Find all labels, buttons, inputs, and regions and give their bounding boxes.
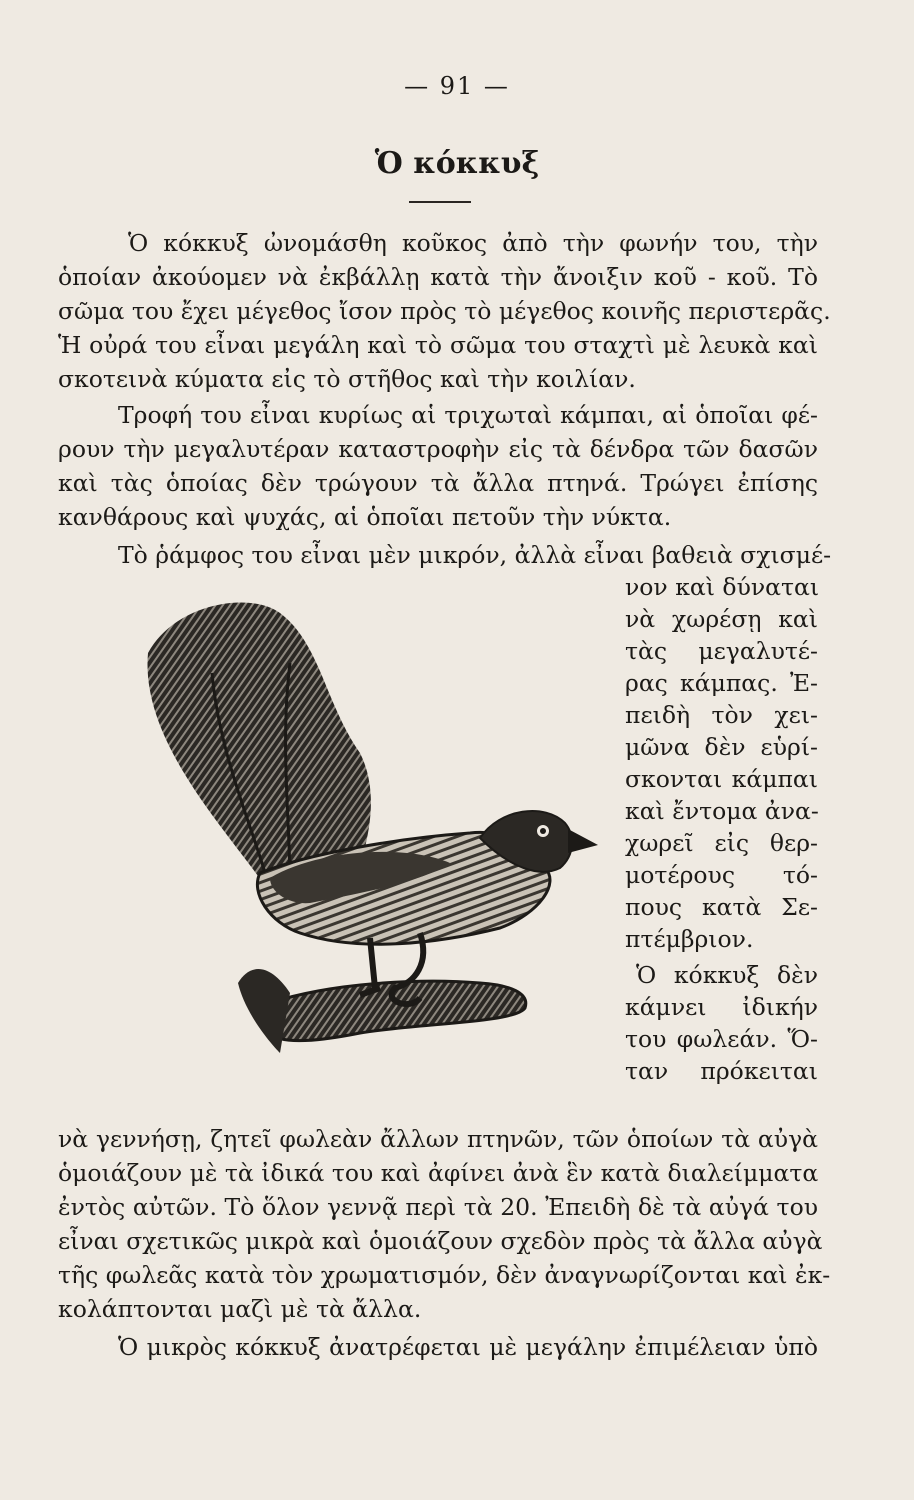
paragraph-1-line: Ἡ οὐρά του εἶναι μεγάλη καὶ τὸ σῶμα του σταχτὶ μὲ λευκὰ καὶ — [58, 331, 818, 359]
column-line: τὰς μεγαλυτέ- — [625, 637, 818, 665]
column-line: πους κατὰ Σε- — [625, 893, 818, 921]
column-line: καὶ ἔντομα ἀνα- — [625, 797, 819, 825]
cuckoo-illustration — [120, 583, 620, 1123]
title-divider — [409, 201, 471, 203]
column-line: μῶνα δὲν εὑρί- — [625, 733, 818, 761]
column-line: χωρεῖ εἰς θερ- — [625, 829, 818, 857]
tail-shape — [147, 602, 370, 893]
bird-eye-pupil — [540, 828, 546, 834]
paragraph-1-line: σῶμα του ἔχει μέγεθος ἴσον πρὸς τὸ μέγεθος κοινῆς περιστερᾶς. — [58, 297, 831, 325]
column-line: μοτέρους τό- — [625, 861, 818, 889]
paragraph-4-line: εἶναι σχετικῶς μικρὰ καὶ ὁμοιάζουν σχεδὸν πρὸς τὰ ἄλλα αὐγὰ — [58, 1227, 823, 1255]
paragraph-4-line: νὰ γεννήσῃ, ζητεῖ φωλεὰν ἄλλων πτηνῶν, τῶν ὁποίων τὰ αὐγὰ — [58, 1125, 818, 1153]
column-line: του φωλεάν. Ὅ- — [625, 1025, 818, 1053]
column-line: νον καὶ δύναται — [625, 573, 820, 601]
column-line: ρας κάμπας. Ἐ- — [625, 669, 818, 697]
paragraph-5-line: Ὁ μικρὸς κόκκυξ ἀνατρέφεται μὲ μεγάλην ἐπιμέλειαν ὑπὸ — [118, 1333, 818, 1361]
paragraph-2-line: κανθάρους καὶ ψυχάς, αἱ ὁποῖαι πετοῦν τὴν νύκτα. — [58, 503, 672, 531]
paragraph-3-line: Τὸ ῥάμφος του εἶναι μὲν μικρόν, ἀλλὰ εἶναι βαθειὰ σχισμέ- — [118, 541, 832, 569]
page-number: — 91 — — [404, 72, 510, 100]
column-line: πειδὴ τὸν χει- — [625, 701, 818, 729]
paragraph-4-line: τῆς φωλεᾶς κατὰ τὸν χρωματισμόν, δὲν ἀναγνωρίζονται καὶ ἐκ- — [58, 1261, 831, 1289]
paragraph-4-line: κολάπτονται μαζὶ μὲ τὰ ἄλλα. — [58, 1295, 422, 1323]
column-line: σκονται κάμπαι — [625, 765, 818, 793]
paragraph-2-line: ρουν τὴν μεγαλυτέραν καταστροφὴν εἰς τὰ δένδρα τῶν δασῶν — [58, 435, 818, 463]
paragraph-4-line: ὁμοιάζουν μὲ τὰ ἰδικά του καὶ ἀφίνει ἀνὰ ἓν κατὰ διαλείμματα — [58, 1159, 819, 1187]
column-line: ταν πρόκειται — [625, 1057, 818, 1085]
column-line: Ὁ κόκκυξ δὲν — [636, 961, 818, 989]
paragraph-1-line: σκοτεινὰ κύματα εἰς τὸ στῆθος καὶ τὴν κοιλίαν. — [58, 365, 636, 393]
paragraph-4-line: ἐντὸς αὐτῶν. Τὸ ὅλον γεννᾷ περὶ τὰ 20. Ἐπειδὴ δὲ τὰ αὐγά του — [58, 1193, 818, 1221]
bird-beak — [568, 829, 598, 853]
column-line: πτέμβριον. — [625, 925, 754, 953]
paragraph-2-line: καὶ τὰς ὁποίας δὲν τρώγουν τὰ ἄλλα πτηνά. Τρώγει ἐπίσης — [58, 469, 818, 497]
page-title: Ὁ κόκκυξ — [374, 146, 540, 181]
paragraph-2-line: Τροφή του εἶναι κυρίως αἱ τριχωταὶ κάμπαι, αἱ ὁποῖαι φέ- — [118, 401, 818, 429]
paragraph-1-line: Ὁ κόκκυξ ὠνομάσθη κοῦκος ἀπὸ τὴν φωνήν του, τὴν — [128, 229, 818, 257]
paragraph-1-line: ὁποίαν ἀκούομεν νὰ ἐκβάλλῃ κατὰ τὴν ἄνοιξιν κοῦ - κοῦ. Τὸ — [58, 263, 818, 291]
column-line: νὰ χωρέσῃ καὶ — [625, 605, 818, 633]
column-line: κάμνει ἰδικήν — [625, 993, 818, 1021]
